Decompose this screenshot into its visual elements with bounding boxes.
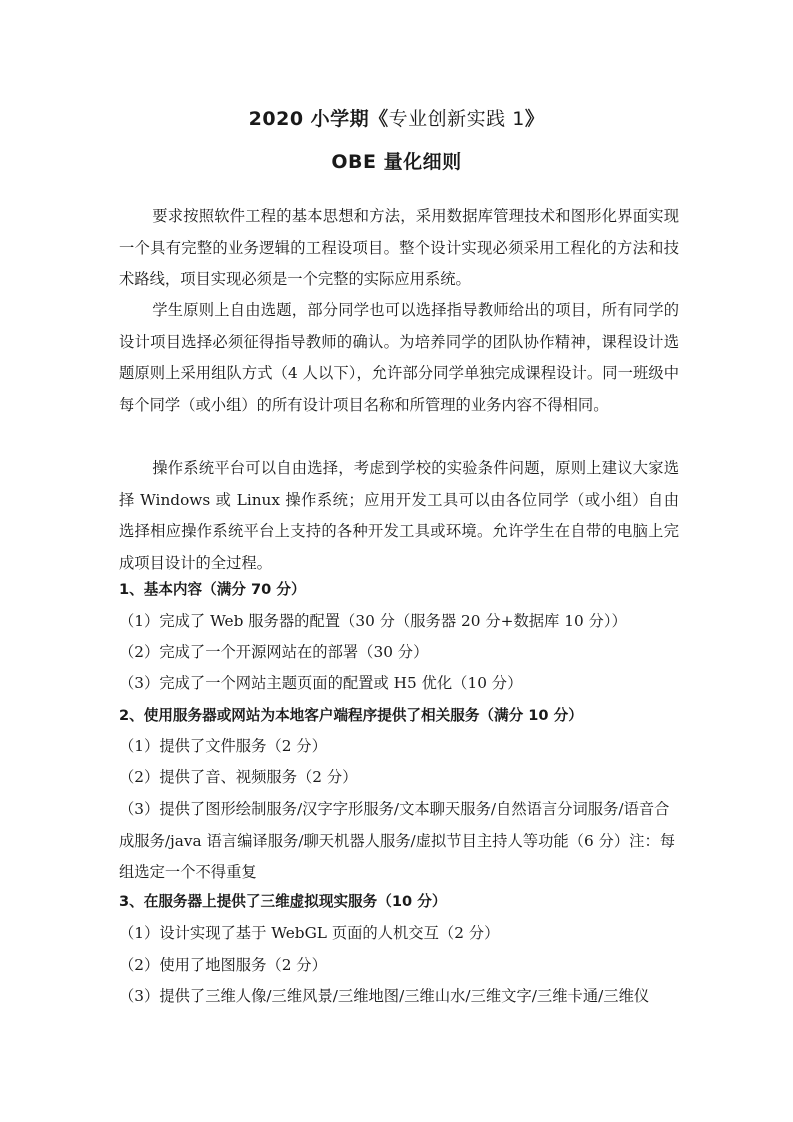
paragraph-text: 学生原则上自由选题，部分同学也可以选择指导教师给出的项目，所有同学的设计项目选择必须征得指导教师的确认。为培养同学的团队协作精神，课程设计选题原则上采用组队方式（4 人以下），允许部分同学单独完成课程设计。同一班级中每个同学（或小组）的所有设计项目名称和所管理的业务内容不得相同。 [119, 301, 679, 414]
section-heading-client-services: 2、使用服务器或网站为本地客户端程序提供了相关服务（满分 10 分） [119, 707, 583, 724]
list-item: （3）完成了一个网站主题页面的配置或 H5 优化（10 分） [119, 674, 523, 692]
document-subtitle: OBE 量化细则 [331, 151, 462, 173]
document-title [0, 104, 793, 131]
list-item: （1）提供了文件服务（2 分） [119, 737, 327, 755]
section-heading-basic-content: 1、基本内容（满分 70 分） [119, 581, 306, 598]
list-item: （3）提供了三维人像/三维风景/三维地图/三维山水/三维文字/三维卡通/三维仪 [119, 987, 650, 1005]
title-prefix: 2020 小学期《 [248, 108, 389, 130]
list-item: （1）设计实现了基于 WebGL 页面的人机交互（2 分） [119, 924, 500, 942]
paragraph-text: 要求按照软件工程的基本思想和方法，采用数据库管理技术和图形化界面实现一个具有完整的业务逻辑的工程设项目。整个设计实现必须采用工程化的方法和技术路线，项目实现必须是一个完整的实际应用系统。 [119, 207, 679, 289]
intro-paragraph-2 [119, 295, 679, 421]
list-item: （2）完成了一个开源网站在的部署（30 分） [119, 643, 429, 661]
list-item: （2）使用了地图服务（2 分） [119, 956, 327, 974]
paragraph-text: 操作系统平台可以自由选择，考虑到学校的实验条件问题，原则上建议大家选择 Windows 或 Linux 操作系统；应用开发工具可以由各位同学（或小组）自由选择相应操作系统平台上支持的各种开发工具或环境。允许学生在自带的电脑上完成项目设计的全过程。 [119, 459, 679, 572]
title-course-name: 专业创新实践 1 [388, 108, 525, 130]
list-item: （2）提供了音、视频服务（2 分） [119, 768, 358, 786]
intro-paragraph-1 [119, 201, 679, 296]
section-heading-3d-vr-services: 3、在服务器上提供了三维虚拟现实服务（10 分） [119, 893, 447, 910]
title-suffix: 》 [524, 108, 545, 130]
list-item: （3）提供了图形绘制服务/汉字字形服务/文本聊天服务/自然语言分词服务/语音合成服务/java 语言编译服务/聊天机器人服务/虚拟节目主持人等功能（6 分）注：每组选定一个不得重复 [119, 800, 676, 882]
list-item: （1）完成了 Web 服务器的配置（30 分（服务器 20 分+数据库 10 分）） [119, 612, 627, 630]
intro-paragraph-3 [119, 453, 679, 579]
